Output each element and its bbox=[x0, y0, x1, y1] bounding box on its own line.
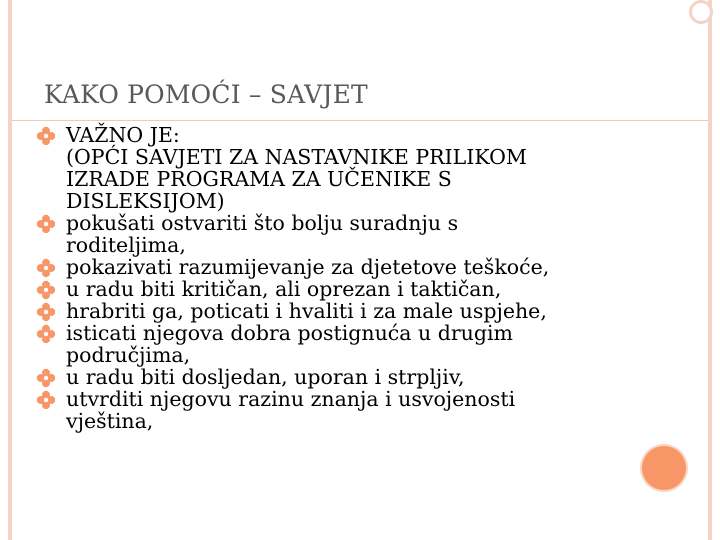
list-item bbox=[36, 300, 636, 322]
list-item bbox=[36, 278, 636, 300]
title-area bbox=[12, 0, 708, 121]
list-item bbox=[36, 256, 636, 278]
list-item-line: (OPĆI SAVJETI ZA NASTAVNIKE PRILIKOM bbox=[66, 145, 527, 169]
list-item-line: područjima, bbox=[66, 343, 191, 367]
flower-bullet-icon bbox=[36, 126, 56, 146]
slide-title: KAKO POMOĆI – SAVJET bbox=[44, 80, 368, 109]
list-item bbox=[36, 124, 636, 212]
flower-bullet-icon bbox=[36, 368, 56, 388]
flower-bullet-icon bbox=[36, 324, 56, 344]
flower-bullet-icon bbox=[36, 258, 56, 278]
list-item-line: utvrditi njegovu razinu znanja i usvojenosti bbox=[66, 387, 516, 411]
list-item-line: pokušati ostvariti što bolju suradnju s bbox=[66, 211, 459, 235]
list-item-line: u radu biti dosljedan, uporan i strpljiv, bbox=[66, 365, 465, 389]
right-border-stripe bbox=[708, 0, 712, 540]
list-item-line: hrabriti ga, poticati i hvaliti i za male uspjehe, bbox=[66, 299, 547, 323]
flower-bullet-icon bbox=[36, 280, 56, 300]
flower-bullet-icon bbox=[36, 302, 56, 322]
list-item-line: IZRADE PROGRAMA ZA UČENIKE S bbox=[66, 167, 452, 191]
list-item bbox=[36, 212, 636, 256]
list-item-line: vještina, bbox=[66, 409, 154, 433]
flower-bullet-icon bbox=[36, 390, 56, 410]
list-item bbox=[36, 366, 636, 388]
list-item bbox=[36, 322, 636, 366]
list-item-line: roditeljima, bbox=[66, 233, 186, 257]
flower-bullet-icon bbox=[36, 214, 56, 234]
list-item bbox=[36, 388, 636, 432]
bullet-list bbox=[36, 124, 636, 432]
list-item-line: VAŽNO JE: bbox=[66, 123, 180, 147]
list-item-line: u radu biti kritičan, ali oprezan i taktičan, bbox=[66, 277, 502, 301]
list-item-line: isticati njegova dobra postignuća u drugim bbox=[66, 321, 513, 345]
decorative-orange-dot bbox=[642, 446, 686, 490]
list-item-line: pokazivati razumijevanje za djetetove teškoće, bbox=[66, 255, 550, 279]
list-item-line: DISLEKSIJOM) bbox=[66, 189, 225, 213]
title-divider bbox=[12, 120, 708, 121]
